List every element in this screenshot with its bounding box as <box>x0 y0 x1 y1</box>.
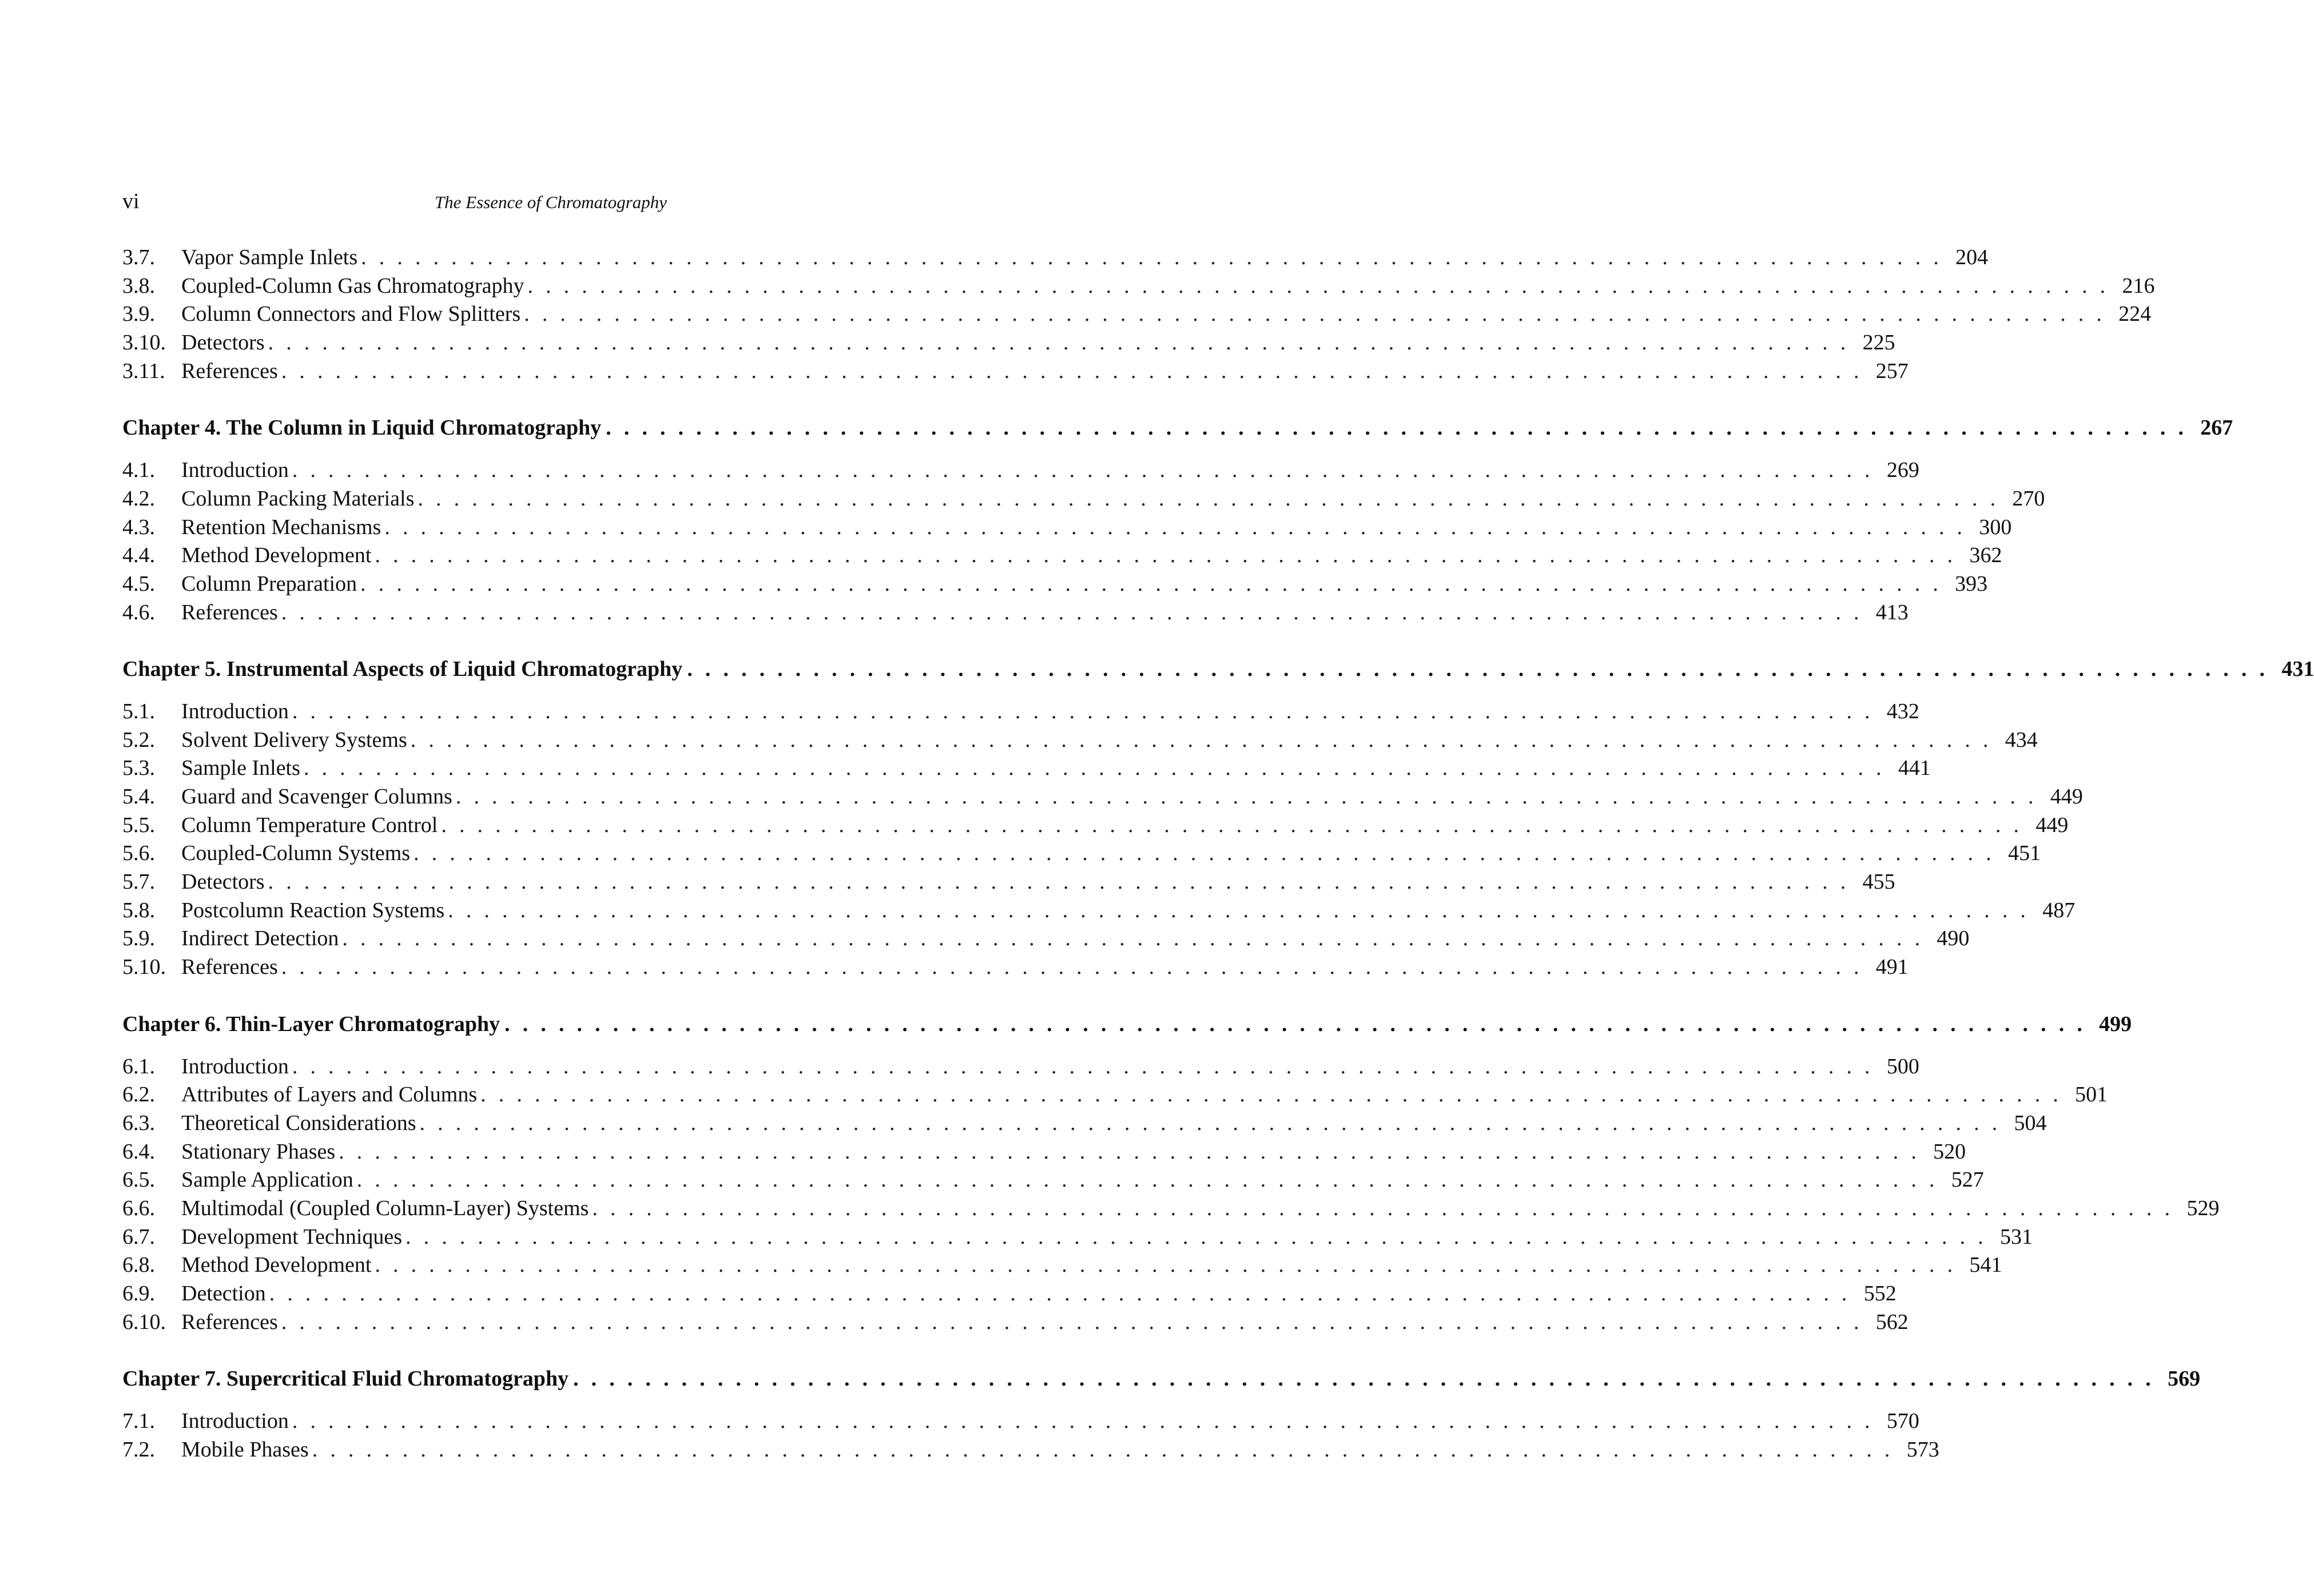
section-title: Method Development <box>181 543 372 568</box>
section-number: 3.9. <box>122 302 155 327</box>
section-title: Detectors <box>181 870 265 894</box>
chapter-heading-7[interactable] <box>122 1365 2201 1394</box>
dot-leader <box>448 897 2029 925</box>
chapter-heading-5[interactable] <box>122 655 2314 684</box>
dot-leader <box>292 456 1874 485</box>
section-page: 225 <box>1862 331 1895 355</box>
section-page: 501 <box>2075 1082 2108 1107</box>
dot-leader <box>504 1010 2086 1039</box>
toc-entry[interactable] <box>122 839 2041 868</box>
section-number: 3.10. <box>122 331 166 355</box>
section-title: References <box>181 1310 278 1334</box>
toc-entry[interactable] <box>122 811 2069 840</box>
toc-entry[interactable] <box>122 1081 2108 1109</box>
dot-leader <box>281 1308 1863 1337</box>
dot-leader <box>527 272 2109 301</box>
section-title: Retention Mechanisms <box>181 515 381 539</box>
toc-entry[interactable] <box>122 357 1909 386</box>
section-page: 541 <box>1969 1253 2002 1277</box>
chapter-page: 267 <box>2200 416 2233 440</box>
section-page: 451 <box>2008 841 2041 866</box>
section-title: References <box>181 955 278 980</box>
dot-leader <box>281 357 1863 386</box>
dot-leader <box>281 599 1863 627</box>
dot-leader <box>418 485 1999 514</box>
dot-leader <box>384 514 1966 542</box>
section-number: 3.8. <box>122 273 155 298</box>
chapter-title: Chapter 5. Instrumental Aspects of Liquid Chromatography <box>122 657 683 682</box>
section-number: 6.3. <box>122 1111 155 1135</box>
section-number: 5.2. <box>122 727 155 752</box>
section-number: 4.1. <box>122 458 155 483</box>
toc-entry[interactable] <box>122 570 1988 599</box>
section-page: 490 <box>1937 926 1970 951</box>
chapter-4-section-list <box>122 456 2045 627</box>
toc-entry[interactable] <box>122 1195 2220 1223</box>
section-page: 529 <box>2186 1196 2220 1220</box>
toc-entry[interactable] <box>122 272 2155 301</box>
section-page: 434 <box>2005 727 2038 752</box>
section-number: 4.4. <box>122 543 155 568</box>
section-title: Mobile Phases <box>181 1437 309 1462</box>
section-page: 570 <box>1886 1409 1919 1434</box>
dot-leader <box>524 300 2105 329</box>
section-title: Column Packing Materials <box>181 486 415 511</box>
toc-entry[interactable] <box>122 1166 1984 1195</box>
section-number: 6.4. <box>122 1139 155 1164</box>
section-number: 6.6. <box>122 1196 155 1220</box>
section-number: 6.1. <box>122 1054 155 1078</box>
dot-leader <box>414 839 1995 868</box>
dot-leader <box>420 1109 2001 1138</box>
dot-leader <box>268 868 1850 897</box>
section-title: References <box>181 359 278 383</box>
toc-entry[interactable] <box>122 1280 1896 1308</box>
dot-leader <box>268 329 1850 357</box>
toc-entry[interactable] <box>122 897 2076 925</box>
section-number: 5.5. <box>122 813 155 837</box>
chapter-5-section-list <box>122 698 2083 982</box>
section-title: Attributes of Layers and Columns <box>181 1082 478 1107</box>
toc-entry[interactable] <box>122 329 1895 357</box>
section-page: 527 <box>1951 1168 1984 1192</box>
dot-leader <box>441 811 2022 840</box>
dot-leader <box>312 1436 1894 1464</box>
chapter-title: Chapter 4. The Column in Liquid Chromatography <box>122 416 602 440</box>
chapter-page: 499 <box>2099 1012 2132 1036</box>
section-number: 7.2. <box>122 1437 155 1462</box>
toc-entry[interactable] <box>122 1407 1919 1436</box>
continued-section-list <box>122 244 2155 385</box>
section-title: Introduction <box>181 458 289 483</box>
toc-entry[interactable] <box>122 868 1895 897</box>
chapter-title: Chapter 6. Thin-Layer Chromatography <box>122 1012 500 1036</box>
section-title: Solvent Delivery Systems <box>181 727 407 752</box>
dot-leader <box>360 570 1942 599</box>
dot-leader <box>375 1251 1956 1280</box>
section-page: 270 <box>2012 486 2045 511</box>
section-title: Vapor Sample Inlets <box>181 245 358 269</box>
section-page: 500 <box>1886 1054 1919 1078</box>
section-number: 6.9. <box>122 1281 155 1306</box>
section-number: 6.10. <box>122 1310 166 1334</box>
section-title: Indirect Detection <box>181 926 339 951</box>
section-page: 449 <box>2050 785 2083 809</box>
section-number: 4.6. <box>122 600 155 624</box>
dot-leader <box>592 1195 2173 1223</box>
dot-leader <box>304 754 1885 783</box>
toc-entry[interactable] <box>122 726 2038 755</box>
section-page: 362 <box>1969 543 2002 568</box>
section-page: 531 <box>2000 1224 2033 1249</box>
section-title: Column Temperature Control <box>181 813 438 837</box>
section-title: Development Techniques <box>181 1224 403 1249</box>
section-number: 5.9. <box>122 926 155 951</box>
dot-leader <box>269 1280 1851 1308</box>
toc-entry[interactable] <box>122 1223 2033 1252</box>
section-page: 393 <box>1955 571 1988 596</box>
chapter-page: 431 <box>2281 657 2314 682</box>
section-page: 204 <box>1955 245 1989 269</box>
section-title: Coupled-Column Systems <box>181 841 411 866</box>
section-title: Introduction <box>181 1409 289 1434</box>
toc-entry[interactable] <box>122 1138 1966 1167</box>
toc-entry[interactable] <box>122 300 2152 329</box>
dot-leader <box>281 953 1863 982</box>
section-title: Multimodal (Coupled Column-Layer) Systems <box>181 1196 589 1220</box>
section-number: 5.3. <box>122 756 155 781</box>
dot-leader <box>292 1053 1874 1081</box>
section-page: 224 <box>2118 302 2152 327</box>
dot-leader <box>573 1365 2154 1394</box>
section-page: 455 <box>1862 870 1895 894</box>
dot-leader <box>357 1166 1938 1195</box>
section-page: 300 <box>1979 515 2012 539</box>
chapter-title: Chapter 7. Supercritical Fluid Chromatography <box>122 1367 569 1391</box>
section-number: 6.2. <box>122 1082 155 1107</box>
section-number: 4.3. <box>122 515 155 539</box>
section-number: 6.7. <box>122 1224 155 1249</box>
dot-leader <box>456 783 2037 811</box>
toc-entry[interactable] <box>122 514 2012 542</box>
dot-leader <box>405 1223 1987 1252</box>
section-number: 6.5. <box>122 1168 155 1192</box>
toc-entry[interactable] <box>122 1109 2047 1138</box>
section-number: 6.8. <box>122 1253 155 1277</box>
section-page: 552 <box>1863 1281 1896 1306</box>
section-title: Sample Application <box>181 1168 353 1192</box>
dot-leader <box>480 1081 2062 1109</box>
section-title: Detection <box>181 1281 266 1306</box>
section-number: 5.1. <box>122 699 155 723</box>
toc-entry[interactable] <box>122 244 1989 272</box>
section-title: Stationary Phases <box>181 1139 336 1164</box>
dot-leader <box>292 698 1874 726</box>
dot-leader <box>342 925 1923 953</box>
toc-entry[interactable] <box>122 953 1909 982</box>
section-number: 5.6. <box>122 841 155 866</box>
section-page: 562 <box>1875 1310 1909 1334</box>
section-page: 269 <box>1886 458 1919 483</box>
dot-leader <box>339 1138 1920 1167</box>
section-number: 4.2. <box>122 486 155 511</box>
dot-leader <box>375 542 1956 570</box>
toc-entry[interactable] <box>122 456 1919 485</box>
dot-leader <box>606 414 2187 443</box>
section-page: 487 <box>2042 898 2076 922</box>
dot-leader <box>687 655 2268 684</box>
section-number: 3.11. <box>122 359 165 383</box>
toc-entry[interactable] <box>122 783 2083 811</box>
section-number: 3.7. <box>122 245 155 269</box>
toc-entry[interactable] <box>122 698 1919 726</box>
chapter-heading-4[interactable] <box>122 414 2233 443</box>
toc-entry[interactable] <box>122 754 1931 783</box>
section-page: 432 <box>1886 699 1919 723</box>
section-title: References <box>181 600 278 624</box>
section-page: 573 <box>1906 1437 1939 1462</box>
chapter-6-section-list <box>122 1053 2220 1337</box>
page-number: vi <box>122 189 140 213</box>
section-page: 449 <box>2035 813 2069 837</box>
section-title: Theoretical Considerations <box>181 1111 416 1135</box>
section-title: Guard and Scavenger Columns <box>181 785 452 809</box>
section-title: Column Connectors and Flow Splitters <box>181 302 521 327</box>
section-page: 216 <box>2122 273 2155 298</box>
chapter-page: 569 <box>2168 1367 2201 1391</box>
toc-entry[interactable] <box>122 542 2002 570</box>
section-title: Introduction <box>181 1054 289 1078</box>
section-page: 257 <box>1875 359 1909 383</box>
section-page: 520 <box>1933 1139 1966 1164</box>
chapter-heading-6[interactable] <box>122 1010 2132 1039</box>
toc-entry[interactable] <box>122 925 1970 953</box>
toc-entry[interactable] <box>122 485 2045 514</box>
section-title: Method Development <box>181 1253 372 1277</box>
section-number: 5.8. <box>122 898 155 922</box>
section-page: 504 <box>2014 1111 2047 1135</box>
section-title: Sample Inlets <box>181 756 300 781</box>
section-page: 441 <box>1898 756 1931 781</box>
section-title: Detectors <box>181 331 265 355</box>
table-of-contents <box>122 244 2314 1464</box>
section-page: 413 <box>1875 600 1909 624</box>
toc-entry[interactable] <box>122 1251 2002 1280</box>
section-number: 7.1. <box>122 1409 155 1434</box>
section-title: Coupled-Column Gas Chromatography <box>181 273 524 298</box>
dot-leader <box>411 726 1992 755</box>
section-number: 5.7. <box>122 870 155 894</box>
section-number: 4.5. <box>122 571 155 596</box>
section-title: Postcolumn Reaction Systems <box>181 898 445 922</box>
toc-entry[interactable] <box>122 1436 1939 1464</box>
section-number: 5.4. <box>122 785 155 809</box>
chapter-7-section-list <box>122 1407 1939 1464</box>
toc-entry[interactable] <box>122 1053 1919 1081</box>
running-title: The Essence of Chromatography <box>434 192 667 212</box>
toc-entry[interactable] <box>122 599 1909 627</box>
section-number: 5.10. <box>122 955 166 980</box>
section-title: Column Preparation <box>181 571 357 596</box>
dot-leader <box>292 1407 1874 1436</box>
page-header <box>122 189 945 217</box>
section-page: 491 <box>1875 955 1909 980</box>
section-title: Introduction <box>181 699 289 723</box>
toc-entry[interactable] <box>122 1308 1909 1337</box>
dot-leader <box>361 244 1942 272</box>
